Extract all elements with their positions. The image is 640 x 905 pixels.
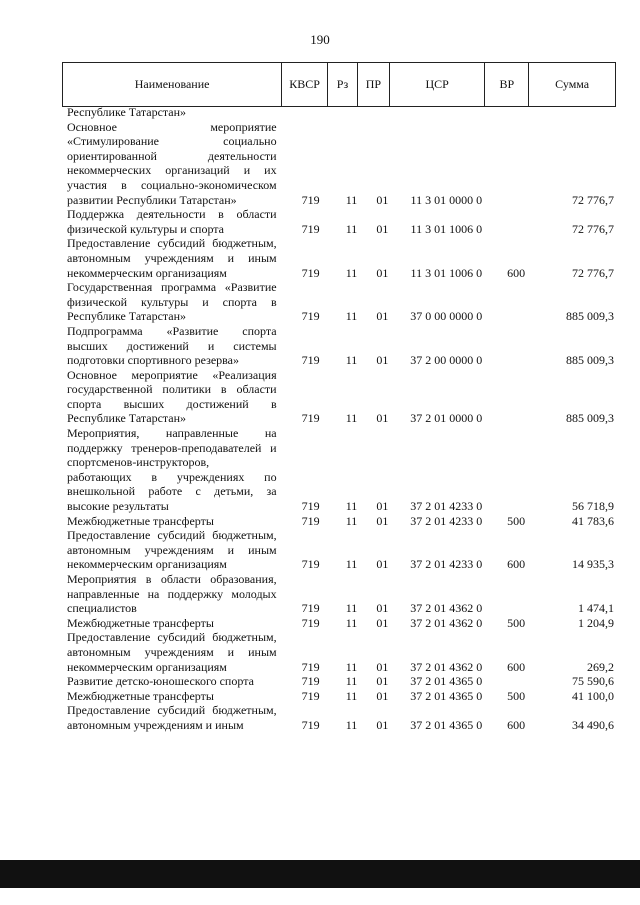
row-rz: 11 xyxy=(345,717,358,732)
row-sum: 14 935,3 xyxy=(572,557,614,572)
row-rz: 11 xyxy=(345,688,358,703)
row-csr: 37 2 01 4362 0 xyxy=(410,659,483,674)
table-row xyxy=(62,514,616,529)
row-pr: 01 xyxy=(376,411,389,426)
row-rz: 11 xyxy=(345,309,358,324)
table-row xyxy=(62,324,616,368)
row-rz: 11 xyxy=(345,221,358,236)
row-name: Предоставление субсидий бюджетным, автономным учреждениям и иным некоммерческим организациям xyxy=(67,236,277,280)
table-row xyxy=(62,572,616,616)
header-vr: ВР xyxy=(485,63,529,106)
row-sum: 1 204,9 xyxy=(578,615,614,630)
row-pr: 01 xyxy=(376,717,389,732)
row-pr: 01 xyxy=(376,309,389,324)
row-csr: 37 2 01 4233 0 xyxy=(410,499,483,514)
row-pr: 01 xyxy=(376,265,389,280)
table-row xyxy=(62,689,616,704)
row-vr: 600 xyxy=(507,659,526,674)
row-sum: 56 718,9 xyxy=(572,499,614,514)
row-csr: 11 3 01 1006 0 xyxy=(410,265,483,280)
table-row xyxy=(62,616,616,631)
row-vr: 600 xyxy=(507,717,526,732)
row-pr: 01 xyxy=(376,557,389,572)
row-csr: 11 3 01 1006 0 xyxy=(410,221,483,236)
row-name: Предоставление субсидий бюджетным, автономным учреждениям и иным xyxy=(67,703,277,732)
row-sum: 72 776,7 xyxy=(572,221,614,236)
header-csr: ЦСР xyxy=(390,63,486,106)
row-name: Мероприятия в области образования, направленные на поддержку молодых специалистов xyxy=(67,572,277,616)
row-name: Межбюджетные трансферты xyxy=(67,615,214,630)
row-rz: 11 xyxy=(345,513,358,528)
row-name: Межбюджетные трансферты xyxy=(67,688,214,703)
table-row xyxy=(62,703,616,732)
row-kvsr: 719 xyxy=(301,717,320,732)
row-csr: 37 2 01 4362 0 xyxy=(410,601,483,616)
row-pr: 01 xyxy=(376,353,389,368)
row-kvsr: 719 xyxy=(301,659,320,674)
row-rz: 11 xyxy=(345,674,358,689)
row-sum: 72 776,7 xyxy=(572,265,614,280)
header-pr: ПР xyxy=(358,63,390,106)
row-pr: 01 xyxy=(376,659,389,674)
row-sum: 885 009,3 xyxy=(566,353,614,368)
row-rz: 11 xyxy=(345,499,358,514)
table-row xyxy=(62,280,616,324)
row-vr: 500 xyxy=(507,513,526,528)
row-name: Развитие детско-юношеского спорта xyxy=(67,674,254,689)
row-kvsr: 719 xyxy=(301,221,320,236)
row-kvsr: 719 xyxy=(301,499,320,514)
row-sum: 269,2 xyxy=(587,659,614,674)
row-csr: 37 2 01 0000 0 xyxy=(410,411,483,426)
row-kvsr: 719 xyxy=(301,265,320,280)
table-row xyxy=(62,528,616,572)
row-pr: 01 xyxy=(376,192,389,207)
row-name: Подпрограмма «Развитие спорта высших достижений и системы подготовки спортивного резерва» xyxy=(67,323,277,368)
row-csr: 37 2 01 4365 0 xyxy=(410,717,483,732)
row-name: Межбюджетные трансферты xyxy=(67,513,214,528)
row-rz: 11 xyxy=(345,659,358,674)
row-csr: 37 2 01 4233 0 xyxy=(410,557,483,572)
row-name: Предоставление субсидий бюджетным, автономным учреждениям и иным некоммерческим организациям xyxy=(67,630,277,674)
table-body xyxy=(62,105,616,733)
row-pr: 01 xyxy=(376,688,389,703)
row-pr: 01 xyxy=(376,221,389,236)
row-name: Предоставление субсидий бюджетным, автономным учреждениям и иным некоммерческим организациям xyxy=(67,528,277,572)
row-name: Основное мероприятие «Реализация государственной политики в области спорта высших достижений в Республике Татарстан» xyxy=(67,367,277,426)
row-pr: 01 xyxy=(376,601,389,616)
row-rz: 11 xyxy=(345,615,358,630)
row-sum: 885 009,3 xyxy=(566,411,614,426)
row-kvsr: 719 xyxy=(301,353,320,368)
table-row xyxy=(62,120,616,208)
row-sum: 1 474,1 xyxy=(578,601,614,616)
row-sum: 41 100,0 xyxy=(572,688,614,703)
row-sum: 75 590,6 xyxy=(572,674,614,689)
row-rz: 11 xyxy=(345,411,358,426)
row-pr: 01 xyxy=(376,499,389,514)
row-csr: 37 2 01 4365 0 xyxy=(410,688,483,703)
row-rz: 11 xyxy=(345,192,358,207)
row-vr: 500 xyxy=(507,688,526,703)
row-csr: 37 2 00 0000 0 xyxy=(410,353,483,368)
page-number: 190 xyxy=(310,32,330,47)
row-sum: 41 783,6 xyxy=(572,513,614,528)
row-rz: 11 xyxy=(345,265,358,280)
row-vr: 600 xyxy=(507,557,526,572)
table-row xyxy=(62,105,616,120)
row-csr: 37 2 01 4365 0 xyxy=(410,674,483,689)
row-csr: 37 0 00 0000 0 xyxy=(410,309,483,324)
row-csr: 11 3 01 0000 0 xyxy=(410,192,483,207)
row-rz: 11 xyxy=(345,601,358,616)
table-row xyxy=(62,368,616,426)
row-rz: 11 xyxy=(345,353,358,368)
row-pr: 01 xyxy=(376,615,389,630)
row-sum: 885 009,3 xyxy=(566,309,614,324)
table-header xyxy=(62,62,616,107)
table-row xyxy=(62,674,616,689)
row-name: Государственная программа «Развитие физической культуры и спорта в Республике Татарстан» xyxy=(67,280,277,324)
row-pr: 01 xyxy=(376,674,389,689)
row-sum: 72 776,7 xyxy=(572,192,614,207)
row-kvsr: 719 xyxy=(301,615,320,630)
scan-edge-bar xyxy=(0,860,640,888)
row-pr: 01 xyxy=(376,513,389,528)
row-vr: 500 xyxy=(507,615,526,630)
row-kvsr: 719 xyxy=(301,309,320,324)
row-csr: 37 2 01 4233 0 xyxy=(410,513,483,528)
header-kvsr: КВСР xyxy=(282,63,328,106)
header-name: Наименование xyxy=(63,63,282,106)
row-kvsr: 719 xyxy=(301,688,320,703)
row-name: Поддержка деятельности в области физической культуры и спорта xyxy=(67,207,277,236)
row-kvsr: 719 xyxy=(301,674,320,689)
table-row xyxy=(62,426,616,514)
table-row xyxy=(62,207,616,236)
row-vr: 600 xyxy=(507,265,526,280)
row-rz: 11 xyxy=(345,557,358,572)
table-row xyxy=(62,236,616,280)
header-sum: Сумма xyxy=(555,77,590,91)
row-kvsr: 719 xyxy=(301,513,320,528)
row-kvsr: 719 xyxy=(301,192,320,207)
row-kvsr: 719 xyxy=(301,601,320,616)
row-name: Республике Татарстан» xyxy=(67,105,187,119)
row-csr: 37 2 01 4362 0 xyxy=(410,615,483,630)
table-row xyxy=(62,630,616,674)
row-sum: 34 490,6 xyxy=(572,717,614,732)
row-name: Мероприятия, направленные на поддержку тренеров-преподавателей и спортсменов-инструкторов, работающих в учреждениях по внешкольной работе с детьми, за высокие результаты xyxy=(67,426,277,514)
row-kvsr: 719 xyxy=(301,411,320,426)
header-rz: Рз xyxy=(328,63,358,106)
row-kvsr: 719 xyxy=(301,557,320,572)
row-name: Основное мероприятие «Стимулирование социально ориентированной деятельности некоммерческих организаций и их участия в социально-экономическом развитии Республики Татарстан» xyxy=(67,119,277,207)
